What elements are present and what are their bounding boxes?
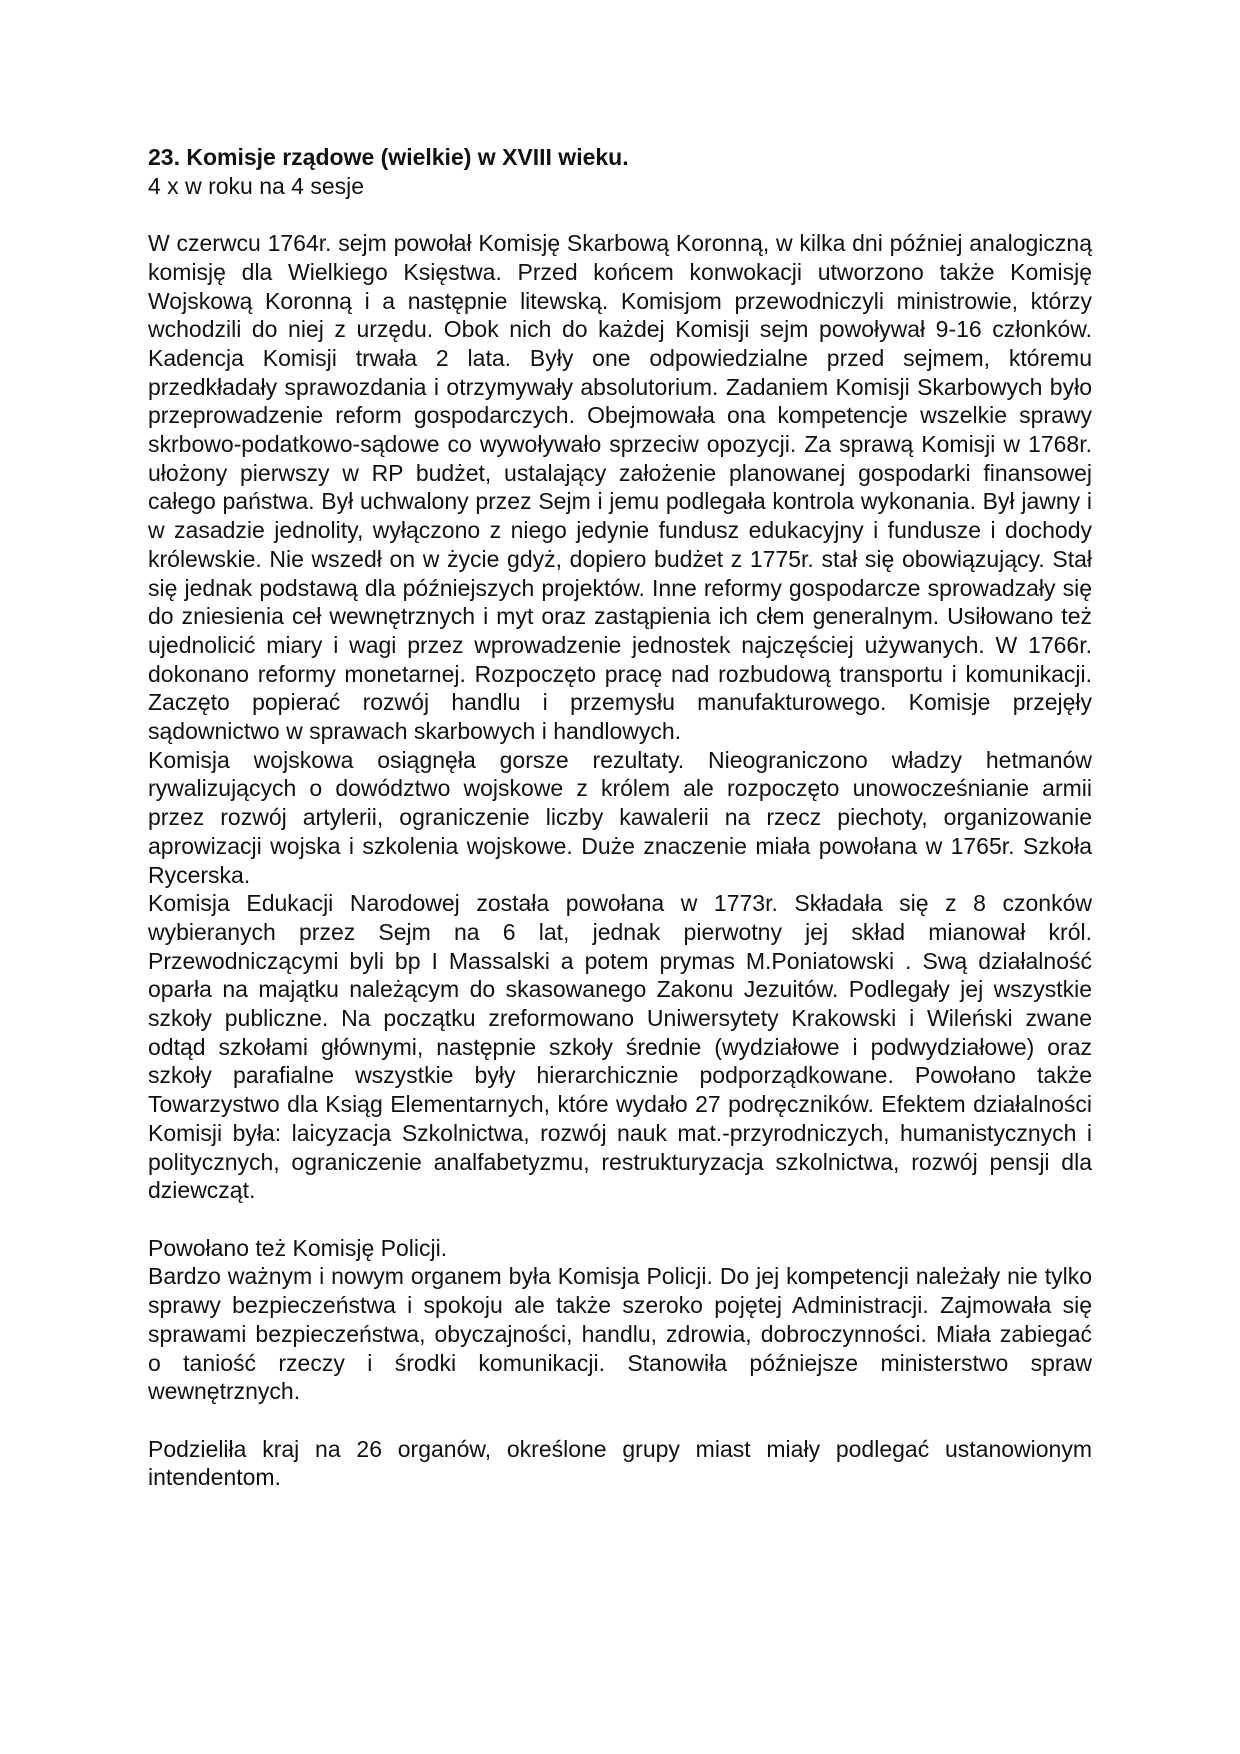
paragraph-country-division: Podzieliła kraj na 26 organów, określone grupy miast miały podlegać ustanowionym intendentom. <box>148 1435 1092 1491</box>
document-page <box>148 143 1092 1492</box>
paragraph-education-commission: Komisja Edukacji Narodowej została powołana w 1773r. Składała się z 8 czonków wybieranych przez Sejm na 6 lat, jednak pierwotny jej skład mianował król. Przewodniczącymi byli bp I Massalski a potem prymas M.Poniatowski . Swą działalność oparła na majątku należącym do skasowanego Zakonu Jezuitów. Podlegały jej wszystkie szkoły publiczne. Na początku zreformowano Uniwersytety Krakowski i Wileński zwane odtąd szkołami głównymi, następnie szkoły średnie (wydziałowe i podwydziałowe) oraz szkoły parafialne wszystkie były hierarchicznie podporządkowane. Powołano także Towarzystwo dla Ksiąg Elementarnych, które wydało 27 podręczników. Efektem działalności Komisji była: laicyzacja Szkolnictwa, rozwój nauk mat.-przyrodniczych, humanistycznych i politycznych, ograniczenie analfabetyzmu, restrukturyzacja szkolnictwa, rozwój pensji dla dziewcząt. <box>148 890 1092 1204</box>
document-subtitle: 4 x w roku na 4 sesje <box>148 172 365 199</box>
paragraph-military-commission: Komisja wojskowa osiągnęła gorsze rezultaty. Nieograniczono władzy hetmanów rywalizujących o dowództwo wojskowe z królem ale rozpoczęto unowocześnianie armii przez rozwój artylerii, ograniczenie liczby kawalerii na rzecz piechoty, organizowanie aprowizacji wojska i szkolenia wojskowe. Duże znaczenie miała powołana w 1765r. Szkoła Rycerska. <box>148 746 1092 888</box>
paragraph-police-commission: Bardzo ważnym i nowym organem była Komisja Policji. Do jej kompetencji należały nie tylko sprawy bezpieczeństwa i spokoju ale także szeroko pojętej Administracji. Zajmowała się sprawami bezpieczeństwa, obyczajności, handlu, zdrowia, dobroczynności. Miała zabiegać o taniość rzeczy i środki komunikacji. Stanowiła późniejsze ministerstwo spraw wewnętrznych. <box>148 1263 1092 1405</box>
document-title: 23. Komisje rządowe (wielkie) w XVIII wieku. <box>148 144 629 170</box>
paragraph-police-commission-intro: Powołano też Komisję Policji. <box>148 1234 448 1261</box>
paragraph-treasury-commission: W czerwcu 1764r. sejm powołał Komisję Skarbową Koronną, w kilka dni później analogiczną komisję dla Wielkiego Księstwa. Przed końcem konwokacji utworzono także Komisję Wojskową Koronną i a następnie litewską. Komisjom przewodniczyli ministrowie, którzy wchodzili do niej z urzędu. Obok nich do każdej Komisji sejm powoływał 9-16 członków. Kadencja Komisji trwała 2 lata. Były one odpowiedzialne przed sejmem, któremu przedkładały sprawozdania i otrzymywały absolutorium. Zadaniem Komisji Skarbowych było przeprowadzenie reform gospodarczych. Obejmowała ona kompetencje wszelkie sprawy skrbowo-podatkowo-sądowe co wywoływało sprzeciw opozycji. Za sprawą Komisji w 1768r. ułożony pierwszy w RP budżet, ustalający założenie planowanej gospodarki finansowej całego państwa. Był uchwalony przez Sejm i jemu podlegała kontrola wykonania. Był jawny i w zasadzie jednolity, wyłączono z niego jedynie fundusz edukacyjny i fundusze i dochody królewskie. Nie wszedł on w życie gdyż, dopiero budżet z 1775r. stał się obowiązujący. Stał się jednak podstawą dla późniejszych projektów. Inne reformy gospodarcze sprowadzały się do zniesienia ceł wewnętrznych i myt oraz zastąpienia ich cłem generalnym. Usiłowano też ujednolicić miary i wagi przez wprowadzenie jednostek najczęściej używanych. W 1766r. dokonano reformy monetarnej. Rozpoczęto pracę nad rozbudową transportu i komunikacji. Zaczęto popierać rozwój handlu i przemysłu manufakturowego. Komisje przejęły sądownictwo w sprawach skarbowych i handlowych. <box>148 230 1092 745</box>
